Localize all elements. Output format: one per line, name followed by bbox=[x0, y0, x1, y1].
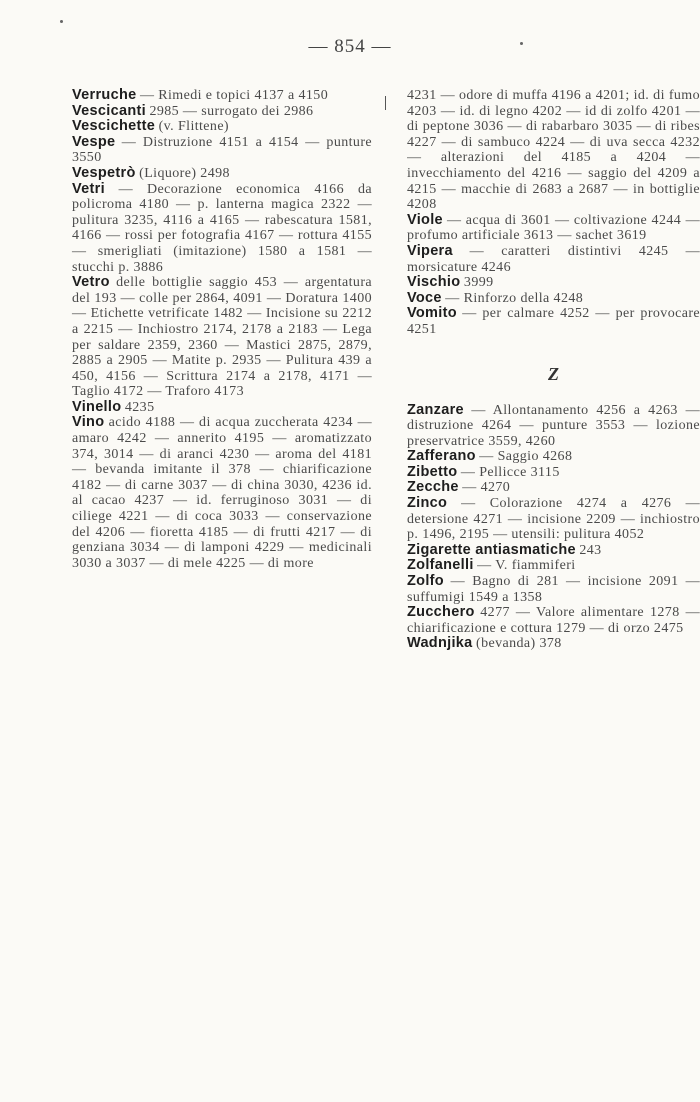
index-entry bbox=[72, 135, 372, 166]
entry-references: — Pellicce 3115 bbox=[460, 464, 560, 480]
entry-headword: Zanzare bbox=[407, 401, 464, 418]
entry-references: — Saggio 4268 bbox=[479, 449, 573, 465]
entry-references: — Colorazione 4274 a 4276 — detersione 4271 — incisione 2209 — inchiostro p. 1496, 2195 — utensili: pulitura 4052 bbox=[407, 496, 700, 543]
entry-references: acido 4188 — di acqua zuccherata 4234 — amaro 4242 — annerito 4195 — aromatizzato 374, 3014 — di aranci 4230 — aroma del 4181 — bevanda imitante il 378 — chiarificazione 4182 — di carne 3037 — di china 3030, 4236 id. al cacao 4237 — id. ferruginoso 3031 — di ciliege 4221 — di coca 3033 — conservazione del 4206 — fioretta 4185 — di frutti 4217 — di genziana 3034 — di lamponi 4229 — medicinali 3030 a 3037 — di mele 4225 — di more bbox=[72, 415, 372, 571]
entry-references: 3999 bbox=[463, 275, 494, 291]
index-entry bbox=[407, 480, 700, 496]
index-entry bbox=[72, 182, 372, 276]
entry-headword: Zafferano bbox=[407, 448, 476, 465]
entry-headword: Vinello bbox=[72, 398, 122, 415]
entry-headword: Vespetrò bbox=[72, 164, 136, 181]
entry-headword: Vescichette bbox=[72, 118, 156, 135]
index-entry bbox=[407, 275, 700, 291]
entry-references: 4231 — odore di muffa 4196 a 4201; id. di fumo 4203 — id. di legno 4202 — id di zolfo 4201 — di peptone 3036 — di rabarbaro 3035 — di ribes 4227 — di sambuco 4224 — di uva secca 4232 — alterazioni del 4185 a 4204 — invecchiamento del 4216 — saggio del 4209 a 4215 — macchie di 2683 a 2687 — in bottiglie 4208 bbox=[407, 88, 700, 213]
index-entry bbox=[407, 636, 700, 652]
index-entry bbox=[72, 275, 372, 400]
index-entry bbox=[407, 244, 700, 275]
entry-references: delle bottiglie saggio 453 — argentatura del 193 — colle per 2864, 4091 — Doratura 1400 — Etichette vetrificate 1482 — Incisione su 2212 a 2215 — Inchiostro 2174, 2178 a 2183 — Lega per saldare 2359, 2360 — Mastici 2875, 2879, 2885 a 2905 — Matite p. 2935 — Pulitura 439 a 450, 4156 — Scrittura 2174 a 2178, 4171 — Taglio 4172 — Traforo 4173 bbox=[72, 275, 372, 400]
entry-references: — Decorazione economica 4166 da policroma 4180 — p. lanterna magica 2322 — pulitura 3235, 4116 a 4165 — rabescatura 1581, 4166 — rossi per fotografia 4167 — rottura 4155 — smerigliati (imitazione) 1580 a 1581 — stucchi p. 3886 bbox=[72, 181, 373, 275]
index-entry bbox=[407, 306, 700, 337]
entry-references: — Allontanamento 4256 a 4263 — distruzione 4264 — punture 3553 — lozione preservatrice 3559, 4260 bbox=[407, 402, 700, 449]
entry-references: — V. fiammiferi bbox=[477, 558, 576, 574]
entry-headword: Zinco bbox=[407, 495, 448, 512]
index-entry bbox=[407, 496, 700, 543]
entry-headword: Vino bbox=[72, 414, 105, 431]
entry-references: — caratteri distintivi 4245 — morsicature 4246 bbox=[407, 243, 700, 275]
entry-headword: Vetro bbox=[72, 274, 110, 291]
entry-headword: Verruche bbox=[72, 87, 137, 103]
index-entry bbox=[407, 543, 700, 559]
entry-headword: Vischio bbox=[407, 274, 461, 291]
index-entry bbox=[72, 166, 372, 182]
entry-references: 243 bbox=[579, 542, 602, 558]
index-entry bbox=[407, 465, 700, 481]
index-entry bbox=[72, 104, 372, 120]
entry-headword: Vescicanti bbox=[72, 102, 146, 119]
entry-references: (bevanda) 378 bbox=[476, 636, 562, 652]
entry-headword: Zucchero bbox=[407, 604, 475, 621]
entry-references: — 4270 bbox=[462, 480, 511, 496]
ink-speck bbox=[60, 20, 63, 23]
entry-headword: Vespe bbox=[72, 133, 116, 150]
index-entry bbox=[407, 449, 700, 465]
entry-references: — per calmare 4252 — per provocare 4251 bbox=[407, 306, 700, 337]
entry-references: — acqua di 3601 — coltivazione 4244 — profumo artificiale 3613 — sachet 3619 bbox=[407, 212, 700, 244]
index-entry bbox=[72, 415, 372, 571]
index-entry bbox=[407, 403, 700, 450]
entry-headword: Zigarette antiasmatiche bbox=[407, 541, 576, 558]
entry-headword: Zecche bbox=[407, 479, 459, 496]
right-column bbox=[407, 88, 700, 652]
index-entry bbox=[72, 88, 372, 104]
entry-headword: Viole bbox=[407, 211, 443, 228]
entry-references: — Distruzione 4151 a 4154 — punture 3550 bbox=[72, 134, 373, 166]
entry-references: (Liquore) 2498 bbox=[139, 165, 230, 181]
entry-references: 2985 — surrogato dei 2986 bbox=[149, 103, 314, 119]
entry-headword: Voce bbox=[407, 289, 442, 306]
entry-references: 4277 — Valore alimentare 1278 — chiarificazione e cottura 1279 — di orzo 2475 bbox=[407, 605, 700, 636]
entry-headword: Zolfanelli bbox=[407, 557, 474, 574]
entry-headword: Vipera bbox=[407, 242, 453, 259]
entry-headword: Zibetto bbox=[407, 463, 458, 480]
index-entry bbox=[407, 88, 700, 213]
entry-headword: Zolfo bbox=[407, 573, 444, 590]
index-entry bbox=[407, 605, 700, 636]
entry-references: (v. Flittene) bbox=[158, 119, 229, 135]
entry-headword: Vetri bbox=[72, 180, 105, 197]
entry-references: — Rinforzo della 4248 bbox=[445, 290, 584, 306]
left-column bbox=[72, 88, 372, 571]
index-entry bbox=[72, 119, 372, 135]
entry-headword: Vomito bbox=[407, 305, 457, 322]
index-entry bbox=[407, 213, 700, 244]
entry-references: — Bagno di 281 — incisione 2091 — suffumigi 1549 a 1358 bbox=[407, 574, 700, 605]
index-entry bbox=[407, 291, 700, 307]
entry-headword: Wadnjika bbox=[407, 635, 473, 652]
page-number: — 854 — bbox=[308, 36, 392, 57]
column-divider bbox=[385, 96, 386, 110]
section-letter-z: Z bbox=[548, 363, 559, 384]
index-entry bbox=[407, 574, 700, 605]
entry-references: 4235 bbox=[124, 399, 155, 415]
ink-speck bbox=[520, 42, 523, 45]
index-entry bbox=[407, 558, 700, 574]
entry-references: — Rimedi e topici 4137 a 4150 bbox=[139, 88, 329, 103]
index-entry bbox=[72, 400, 372, 416]
